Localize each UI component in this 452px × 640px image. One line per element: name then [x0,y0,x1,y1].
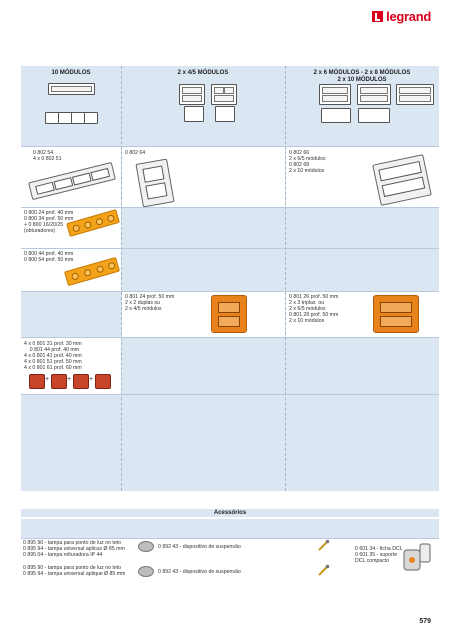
plus-icon: + [45,376,50,383]
dcl-connector-icon [400,538,436,576]
plus-icon: + [89,376,94,383]
page-number: 579 [419,618,431,625]
col-title-2x45: 2 x 4/5 MÓDULOS [177,70,229,76]
accessories-title: Acessórios [21,509,439,517]
module-frame [71,112,85,124]
frame-10-modules [48,83,95,95]
col-title-2x6: 2 x 6 MÓDULOS - 2 x 8 MÓDULOS 2 x 10 MÓDULOS [313,70,411,83]
box4-ref: 4 x 0 801 31 prof. 30 mm 0 801 44 prof. 40 mm 4 x 0 801 41 prof. 40 mm 4 x 0 801 51 prof. 50 mm 4 x 0 801 61 prof. 60 mm [24,341,82,371]
cover-icon [138,566,154,577]
hook-icon [318,563,330,575]
flush-box-2x45 [211,295,247,333]
box3-ref-2: 0 801 24 prof. 50 mm 2 x 2 duplas ou 2 x 4/5 módulos [125,294,175,312]
single-box [73,374,89,389]
single-box [95,374,111,389]
product-table [21,66,439,491]
col-divider-2 [285,66,286,491]
module-frame [58,112,72,124]
hook-icon [318,538,330,550]
box1-ref: 0 800 24 prof. 40 mm 0 800 34 prof. 50 mm + 0 800 16/20/25 (obturadores) [24,210,74,234]
accessories-group2: 0 895 90 - tampa para ponto de luz no teto 0 895 94 - tampa universal aplique Ø 85 mm [23,565,126,577]
single-box [29,374,45,389]
frame-2x8 [357,84,391,105]
plates-ref-3: 0 802 66 2 x 6/5 módulos 0 802 68 2 x 10 módulos [289,150,326,174]
col-title-10: 10 MÓDULOS [51,70,91,76]
col-divider-1 [121,66,122,491]
frame-2x8-b [358,108,390,123]
module-frame [45,112,59,124]
single-box [51,374,67,389]
flush-box-2x6 [373,295,419,333]
legrand-logo [372,9,431,24]
legrand-mark-icon [372,11,383,22]
plus-icon: + [67,376,72,383]
box2-ref: 0 800 44 prof. 40 mm 0 800 54 prof. 50 mm [24,251,74,263]
module-frame [84,112,98,124]
frame-2x10 [396,84,434,105]
accessories-group2-right: 0 892 43 - dispositivo de suspensão [158,569,241,575]
frame-2x45-b [211,84,237,105]
frame-2x45-a [179,84,205,105]
box3-ref-3: 0 801 26 prof. 50 mm 2 x 3 triplas ou 2 x 6/5 módulos 0 801 28 prof. 50 mm 2 x 10 módulos [289,294,339,324]
logo-text: legrand [386,9,431,24]
frame-2x45-d [215,106,235,122]
accessories-group1: 0 895 90 - tampa para ponto de luz no teto 0 895 94 - tampa universal aplicus Ø 85 mm 0 895 04 - tampa rolturadora IP 44 [23,540,125,558]
plates-ref-1: 0 802 54 4 x 0 802 51 [33,150,62,162]
frame-2x45-c [184,106,204,122]
frame-2x6 [319,84,351,105]
accessories-dcl: 0 601 34 - ficha DCL 0 601 35 - suporte DCL compacto [355,546,403,564]
accessories-group1-right: 0 892 43 - dispositivo de suspensão [158,544,241,550]
row-separator [21,394,439,395]
accessories-band [21,519,439,538]
frame-2x6-b [321,108,351,123]
plates-ref-2: 0 802 64 [125,150,146,156]
cover-icon [138,541,154,552]
